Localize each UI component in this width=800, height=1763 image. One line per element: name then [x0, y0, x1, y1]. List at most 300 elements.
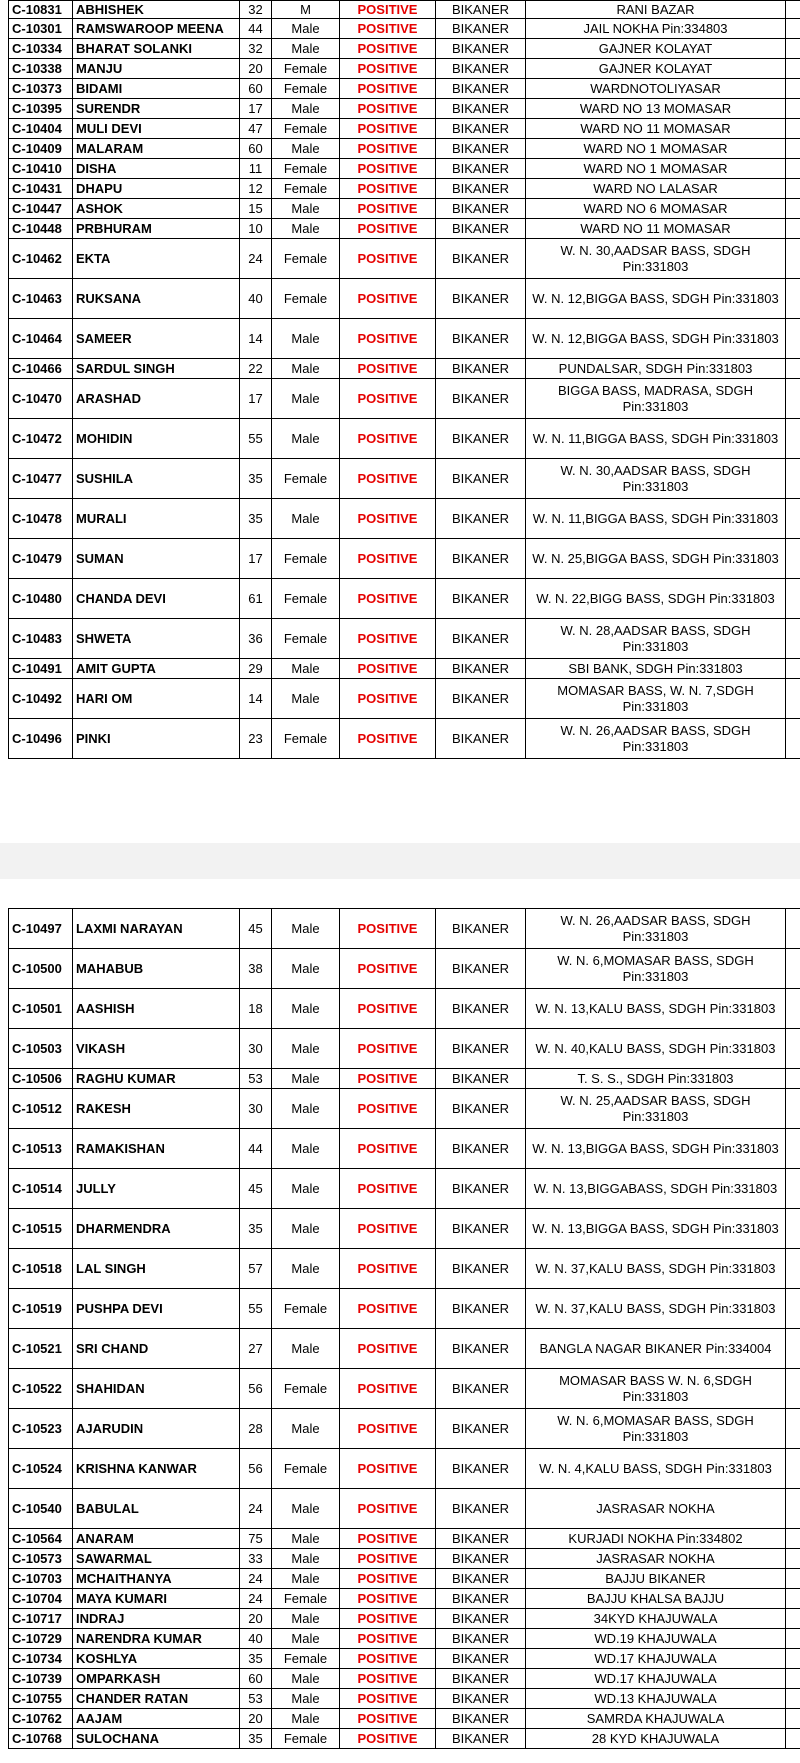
patient-name: SAMEER	[73, 319, 240, 359]
empty-cell	[786, 179, 800, 199]
patient-age: 47	[240, 119, 272, 139]
patient-address: BAJJU BIKANER	[526, 1569, 786, 1589]
table-row	[9, 1069, 800, 1089]
patient-gender: Male	[272, 1709, 340, 1729]
table-row	[9, 619, 800, 659]
empty-cell	[786, 219, 800, 239]
patient-gender: Female	[272, 79, 340, 99]
test-status: POSITIVE	[340, 1609, 436, 1629]
empty-cell	[786, 659, 800, 679]
test-status: POSITIVE	[340, 319, 436, 359]
patient-id: C-10512	[9, 1089, 73, 1129]
table-row	[9, 359, 800, 379]
empty-cell	[786, 119, 800, 139]
patient-address: W. N. 30,AADSAR BASS, SDGH Pin:331803	[526, 239, 786, 279]
patient-gender: Male	[272, 679, 340, 719]
patient-gender: Female	[272, 619, 340, 659]
patient-address: W. N. 6,MOMASAR BASS, SDGH Pin:331803	[526, 949, 786, 989]
patient-address: W. N. 25,AADSAR BASS, SDGH Pin:331803	[526, 1089, 786, 1129]
document-page-1	[0, 0, 800, 768]
test-status: POSITIVE	[340, 1289, 436, 1329]
table-row	[9, 319, 800, 359]
district: BIKANER	[436, 1289, 526, 1329]
test-status: POSITIVE	[340, 1669, 436, 1689]
district: BIKANER	[436, 419, 526, 459]
district: BIKANER	[436, 79, 526, 99]
district: BIKANER	[436, 499, 526, 539]
patient-address: W. N. 22,BIGG BASS, SDGH Pin:331803	[526, 579, 786, 619]
patient-address: W. N. 12,BIGGA BASS, SDGH Pin:331803	[526, 319, 786, 359]
test-status: POSITIVE	[340, 499, 436, 539]
district: BIKANER	[436, 359, 526, 379]
patient-gender: Male	[272, 1029, 340, 1069]
patient-address: W. N. 26,AADSAR BASS, SDGH Pin:331803	[526, 719, 786, 759]
patient-address: W. N. 37,KALU BASS, SDGH Pin:331803	[526, 1289, 786, 1329]
patient-id: C-10497	[9, 909, 73, 949]
patient-age: 36	[240, 619, 272, 659]
patient-address: MOMASAR BASS, W. N. 7,SDGH Pin:331803	[526, 679, 786, 719]
empty-cell	[786, 1069, 800, 1089]
patient-gender: M	[272, 1, 340, 19]
patient-name: SULOCHANA	[73, 1729, 240, 1749]
test-status: POSITIVE	[340, 19, 436, 39]
district: BIKANER	[436, 989, 526, 1029]
district: BIKANER	[436, 1069, 526, 1089]
empty-cell	[786, 1629, 800, 1649]
test-status: POSITIVE	[340, 1369, 436, 1409]
empty-cell	[786, 619, 800, 659]
patient-name: ABHISHEK	[73, 1, 240, 19]
test-status: POSITIVE	[340, 1489, 436, 1529]
table-row	[9, 1, 800, 19]
patient-age: 32	[240, 1, 272, 19]
empty-cell	[786, 279, 800, 319]
patient-name: SUMAN	[73, 539, 240, 579]
table-row	[9, 1129, 800, 1169]
test-status: POSITIVE	[340, 539, 436, 579]
district: BIKANER	[436, 379, 526, 419]
empty-cell	[786, 419, 800, 459]
patient-address: JASRASAR NOKHA	[526, 1489, 786, 1529]
test-status: POSITIVE	[340, 459, 436, 499]
district: BIKANER	[436, 579, 526, 619]
patient-id: C-10506	[9, 1069, 73, 1089]
patient-age: 10	[240, 219, 272, 239]
patient-address: PUNDALSAR, SDGH Pin:331803	[526, 359, 786, 379]
table-row	[9, 989, 800, 1029]
empty-cell	[786, 1089, 800, 1129]
table-row	[9, 1569, 800, 1589]
patient-id: C-10573	[9, 1549, 73, 1569]
empty-cell	[786, 79, 800, 99]
patient-age: 35	[240, 1649, 272, 1669]
patient-id: C-10410	[9, 159, 73, 179]
patient-age: 55	[240, 1289, 272, 1329]
patient-age: 29	[240, 659, 272, 679]
patient-id: C-10409	[9, 139, 73, 159]
table-row	[9, 99, 800, 119]
patient-id: C-10431	[9, 179, 73, 199]
patient-age: 60	[240, 139, 272, 159]
patient-age: 11	[240, 159, 272, 179]
patient-age: 56	[240, 1369, 272, 1409]
test-status: POSITIVE	[340, 279, 436, 319]
test-status: POSITIVE	[340, 139, 436, 159]
patient-age: 24	[240, 239, 272, 279]
empty-cell	[786, 1249, 800, 1289]
patient-address: WARD NO LALASAR	[526, 179, 786, 199]
patient-age: 60	[240, 79, 272, 99]
patient-age: 40	[240, 279, 272, 319]
patient-name: SUSHILA	[73, 459, 240, 499]
test-status: POSITIVE	[340, 1069, 436, 1089]
empty-cell	[786, 989, 800, 1029]
patient-name: MULI DEVI	[73, 119, 240, 139]
patient-age: 38	[240, 949, 272, 989]
empty-cell	[786, 359, 800, 379]
district: BIKANER	[436, 279, 526, 319]
patient-name: MAYA KUMARI	[73, 1589, 240, 1609]
table-row	[9, 1249, 800, 1289]
patient-age: 44	[240, 19, 272, 39]
patient-address: W. N. 37,KALU BASS, SDGH Pin:331803	[526, 1249, 786, 1289]
empty-cell	[786, 1129, 800, 1169]
patient-gender: Male	[272, 1209, 340, 1249]
patient-age: 18	[240, 989, 272, 1029]
patient-address: SBI BANK, SDGH Pin:331803	[526, 659, 786, 679]
patient-gender: Male	[272, 319, 340, 359]
district: BIKANER	[436, 1729, 526, 1749]
empty-cell	[786, 1689, 800, 1709]
patient-age: 35	[240, 1209, 272, 1249]
patient-id: C-10729	[9, 1629, 73, 1649]
patient-id: C-10762	[9, 1709, 73, 1729]
patient-name: RAMAKISHAN	[73, 1129, 240, 1169]
empty-cell	[786, 319, 800, 359]
patient-name: CHANDA DEVI	[73, 579, 240, 619]
patient-name: BABULAL	[73, 1489, 240, 1529]
patient-age: 17	[240, 539, 272, 579]
patient-age: 20	[240, 59, 272, 79]
patient-gender: Male	[272, 1549, 340, 1569]
patient-address: WARD NO 1 MOMASAR	[526, 139, 786, 159]
patient-id: C-10831	[9, 1, 73, 19]
patient-id: C-10501	[9, 989, 73, 1029]
patient-address: T. S. S., SDGH Pin:331803	[526, 1069, 786, 1089]
test-status: POSITIVE	[340, 359, 436, 379]
patient-age: 53	[240, 1689, 272, 1709]
patient-id: C-10768	[9, 1729, 73, 1749]
district: BIKANER	[436, 619, 526, 659]
patient-age: 17	[240, 99, 272, 119]
test-status: POSITIVE	[340, 219, 436, 239]
patient-address: WARD NO 11 MOMASAR	[526, 119, 786, 139]
table-row	[9, 659, 800, 679]
patient-gender: Male	[272, 909, 340, 949]
district: BIKANER	[436, 199, 526, 219]
patient-age: 20	[240, 1609, 272, 1629]
district: BIKANER	[436, 19, 526, 39]
table-row	[9, 1629, 800, 1649]
patient-name: RAGHU KUMAR	[73, 1069, 240, 1089]
empty-cell	[786, 1589, 800, 1609]
empty-cell	[786, 59, 800, 79]
empty-cell	[786, 1169, 800, 1209]
patient-id: C-10334	[9, 39, 73, 59]
test-status: POSITIVE	[340, 419, 436, 459]
table-row	[9, 1529, 800, 1549]
district: BIKANER	[436, 1629, 526, 1649]
patient-id: C-10483	[9, 619, 73, 659]
patient-age: 28	[240, 1409, 272, 1449]
patient-name: SAWARMAL	[73, 1549, 240, 1569]
district: BIKANER	[436, 1409, 526, 1449]
district: BIKANER	[436, 1589, 526, 1609]
table-row	[9, 1689, 800, 1709]
table-row	[9, 1089, 800, 1129]
patient-id: C-10500	[9, 949, 73, 989]
patient-address: W. N. 12,BIGGA BASS, SDGH Pin:331803	[526, 279, 786, 319]
patient-age: 56	[240, 1449, 272, 1489]
empty-cell	[786, 1289, 800, 1329]
district: BIKANER	[436, 679, 526, 719]
patient-address: MOMASAR BASS W. N. 6,SDGH Pin:331803	[526, 1369, 786, 1409]
table-row	[9, 679, 800, 719]
empty-cell	[786, 239, 800, 279]
district: BIKANER	[436, 1709, 526, 1729]
patient-name: SHWETA	[73, 619, 240, 659]
patient-age: 24	[240, 1489, 272, 1529]
patient-address: 34KYD KHAJUWALA	[526, 1609, 786, 1629]
patient-age: 20	[240, 1709, 272, 1729]
patient-gender: Male	[272, 419, 340, 459]
patient-name: MALARAM	[73, 139, 240, 159]
patient-gender: Female	[272, 119, 340, 139]
test-status: POSITIVE	[340, 1689, 436, 1709]
patient-address: W. N. 6,MOMASAR BASS, SDGH Pin:331803	[526, 1409, 786, 1449]
patient-id: C-10515	[9, 1209, 73, 1249]
district: BIKANER	[436, 1569, 526, 1589]
table-row	[9, 1669, 800, 1689]
patient-gender: Male	[272, 1569, 340, 1589]
patient-address: KURJADI NOKHA Pin:334802	[526, 1529, 786, 1549]
table-row	[9, 1729, 800, 1749]
patient-address: BAJJU KHALSA BAJJU	[526, 1589, 786, 1609]
patient-gender: Male	[272, 499, 340, 539]
district: BIKANER	[436, 1129, 526, 1169]
patient-age: 17	[240, 379, 272, 419]
table-row	[9, 1549, 800, 1569]
patient-gender: Male	[272, 19, 340, 39]
table-row	[9, 119, 800, 139]
patient-address: W. N. 13,BIGGABASS, SDGH Pin:331803	[526, 1169, 786, 1209]
patient-name: PINKI	[73, 719, 240, 759]
patient-gender: Male	[272, 1129, 340, 1169]
table-row	[9, 39, 800, 59]
patient-id: C-10448	[9, 219, 73, 239]
test-status: POSITIVE	[340, 989, 436, 1029]
patient-name: DHAPU	[73, 179, 240, 199]
patient-age: 57	[240, 1249, 272, 1289]
patient-name: AASHISH	[73, 989, 240, 1029]
district: BIKANER	[436, 459, 526, 499]
empty-cell	[786, 909, 800, 949]
patient-id: C-10734	[9, 1649, 73, 1669]
patient-id: C-10395	[9, 99, 73, 119]
table-row	[9, 1609, 800, 1629]
patient-gender: Female	[272, 279, 340, 319]
district: BIKANER	[436, 1029, 526, 1069]
patient-id: C-10373	[9, 79, 73, 99]
patient-age: 45	[240, 909, 272, 949]
patient-gender: Female	[272, 579, 340, 619]
patient-age: 15	[240, 199, 272, 219]
table-row	[9, 1289, 800, 1329]
patient-gender: Male	[272, 379, 340, 419]
table-row	[9, 909, 800, 949]
patient-id: C-10447	[9, 199, 73, 219]
patient-address: W. N. 13,BIGGA BASS, SDGH Pin:331803	[526, 1209, 786, 1249]
test-status: POSITIVE	[340, 1, 436, 19]
patient-gender: Male	[272, 1669, 340, 1689]
table-row	[9, 1029, 800, 1069]
test-status: POSITIVE	[340, 159, 436, 179]
patient-name: MOHIDIN	[73, 419, 240, 459]
patient-name: SRI CHAND	[73, 1329, 240, 1369]
test-status: POSITIVE	[340, 909, 436, 949]
empty-cell	[786, 539, 800, 579]
district: BIKANER	[436, 1369, 526, 1409]
patient-gender: Female	[272, 179, 340, 199]
patient-age: 35	[240, 1729, 272, 1749]
district: BIKANER	[436, 39, 526, 59]
patient-name: OMPARKASH	[73, 1669, 240, 1689]
test-status: POSITIVE	[340, 59, 436, 79]
patient-name: INDRAJ	[73, 1609, 240, 1629]
patient-gender: Male	[272, 219, 340, 239]
table-row	[9, 59, 800, 79]
page-separator	[0, 843, 800, 879]
patient-address: W. N. 13,KALU BASS, SDGH Pin:331803	[526, 989, 786, 1029]
patient-id: C-10492	[9, 679, 73, 719]
test-status: POSITIVE	[340, 99, 436, 119]
district: BIKANER	[436, 1489, 526, 1529]
patient-id: C-10496	[9, 719, 73, 759]
test-status: POSITIVE	[340, 1549, 436, 1569]
test-status: POSITIVE	[340, 1329, 436, 1369]
patient-address: 28 KYD KHAJUWALA	[526, 1729, 786, 1749]
empty-cell	[786, 39, 800, 59]
test-status: POSITIVE	[340, 1089, 436, 1129]
patient-gender: Male	[272, 1489, 340, 1529]
table-row	[9, 179, 800, 199]
patient-age: 55	[240, 419, 272, 459]
patient-address: W. N. 11,BIGGA BASS, SDGH Pin:331803	[526, 499, 786, 539]
test-status: POSITIVE	[340, 1729, 436, 1749]
patient-address: WD.19 KHAJUWALA	[526, 1629, 786, 1649]
table-row	[9, 1589, 800, 1609]
district: BIKANER	[436, 99, 526, 119]
table-row	[9, 219, 800, 239]
district: BIKANER	[436, 1649, 526, 1669]
empty-cell	[786, 1549, 800, 1569]
district: BIKANER	[436, 1529, 526, 1549]
patient-name: AMIT GUPTA	[73, 659, 240, 679]
empty-cell	[786, 1449, 800, 1489]
empty-cell	[786, 1029, 800, 1069]
patient-name: NARENDRA KUMAR	[73, 1629, 240, 1649]
patient-address: SAMRDA KHAJUWALA	[526, 1709, 786, 1729]
patient-age: 44	[240, 1129, 272, 1169]
test-status: POSITIVE	[340, 1029, 436, 1069]
patient-id: C-10755	[9, 1689, 73, 1709]
test-status: POSITIVE	[340, 679, 436, 719]
district: BIKANER	[436, 319, 526, 359]
empty-cell	[786, 679, 800, 719]
patient-age: 23	[240, 719, 272, 759]
patient-id: C-10404	[9, 119, 73, 139]
empty-cell	[786, 949, 800, 989]
document-page-2	[0, 908, 800, 1763]
test-status: POSITIVE	[340, 619, 436, 659]
patient-address: W. N. 26,AADSAR BASS, SDGH Pin:331803	[526, 909, 786, 949]
patient-name: KOSHLYA	[73, 1649, 240, 1669]
table-row	[9, 1449, 800, 1489]
patient-age: 14	[240, 679, 272, 719]
patient-age: 24	[240, 1569, 272, 1589]
patient-name: CHANDER RATAN	[73, 1689, 240, 1709]
table-row	[9, 79, 800, 99]
patient-gender: Male	[272, 1529, 340, 1549]
patient-gender: Female	[272, 1729, 340, 1749]
patient-name: BIDAMI	[73, 79, 240, 99]
district: BIKANER	[436, 219, 526, 239]
district: BIKANER	[436, 949, 526, 989]
empty-cell	[786, 459, 800, 499]
test-status: POSITIVE	[340, 39, 436, 59]
patient-address: WARD NO 11 MOMASAR	[526, 219, 786, 239]
patient-name: BHARAT SOLANKI	[73, 39, 240, 59]
empty-cell	[786, 1669, 800, 1689]
empty-cell	[786, 1409, 800, 1449]
patient-id: C-10514	[9, 1169, 73, 1209]
empty-cell	[786, 1609, 800, 1629]
patient-id: C-10470	[9, 379, 73, 419]
patient-address: WARDNOTOLIYASAR	[526, 79, 786, 99]
table-row	[9, 1169, 800, 1209]
test-status: POSITIVE	[340, 949, 436, 989]
district: BIKANER	[436, 1209, 526, 1249]
patient-name: MAHABUB	[73, 949, 240, 989]
table-row	[9, 379, 800, 419]
test-status: POSITIVE	[340, 79, 436, 99]
district: BIKANER	[436, 1669, 526, 1689]
patient-age: 53	[240, 1069, 272, 1089]
patient-name: RAMSWAROOP MEENA	[73, 19, 240, 39]
test-status: POSITIVE	[340, 1589, 436, 1609]
patient-gender: Female	[272, 719, 340, 759]
page-gap	[0, 768, 800, 908]
table-row	[9, 1649, 800, 1669]
patient-name: ANARAM	[73, 1529, 240, 1549]
patient-address: WD.17 KHAJUWALA	[526, 1669, 786, 1689]
test-status: POSITIVE	[340, 719, 436, 759]
empty-cell	[786, 99, 800, 119]
district: BIKANER	[436, 1329, 526, 1369]
patient-name: AAJAM	[73, 1709, 240, 1729]
test-status: POSITIVE	[340, 239, 436, 279]
patient-gender: Female	[272, 1289, 340, 1329]
